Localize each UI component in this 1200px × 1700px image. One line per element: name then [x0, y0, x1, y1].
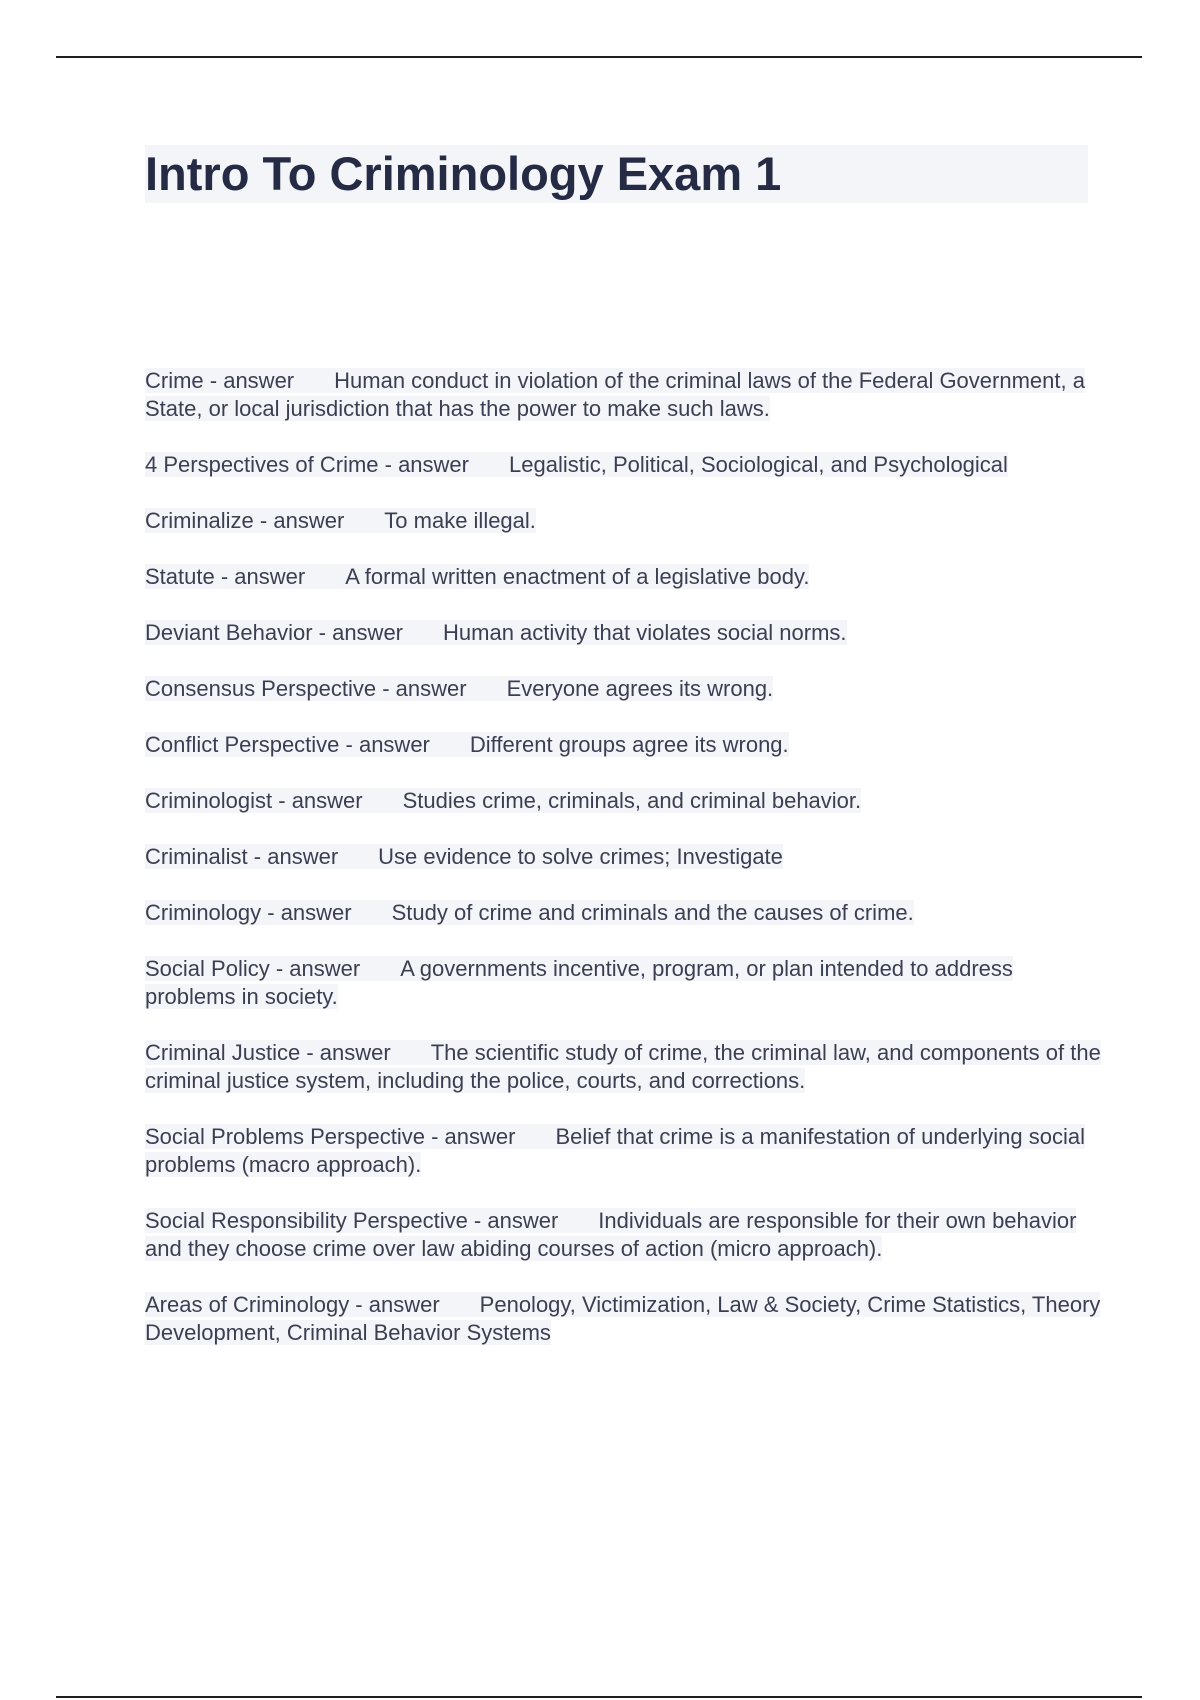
definition: The scientific study of crime, the criminal law, and components of the criminal justice system, including the police, courts, and corrections. [145, 1040, 1101, 1093]
definition: To make illegal. [384, 508, 536, 533]
top-rule [56, 56, 1142, 58]
list-item [145, 899, 1105, 927]
term: Criminal Justice - answer [145, 1040, 391, 1065]
definition: Human conduct in violation of the criminal laws of the Federal Government, a State, or local jurisdiction that has the power to make such laws. [145, 368, 1085, 421]
list-item [145, 675, 1105, 703]
definition: Study of crime and criminals and the causes of crime. [391, 900, 914, 925]
list-item [145, 1039, 1105, 1095]
term: Criminalize - answer [145, 508, 345, 533]
term: Criminology - answer [145, 900, 352, 925]
list-item [145, 507, 1105, 535]
term: 4 Perspectives of Crime - answer [145, 452, 469, 477]
page-title: Intro To Criminology Exam 1 [145, 147, 782, 200]
term: Social Policy - answer [145, 956, 361, 981]
term: Consensus Perspective - answer [145, 676, 467, 701]
term: Conflict Perspective - answer [145, 732, 430, 757]
list-item [145, 843, 1105, 871]
list-item [145, 451, 1105, 479]
definition: Everyone agrees its wrong. [506, 676, 774, 701]
list-item [145, 1123, 1105, 1179]
list-item [145, 731, 1105, 759]
list-item [145, 367, 1105, 423]
term: Areas of Criminology - answer [145, 1292, 440, 1317]
definition: Legalistic, Political, Sociological, and Psychological [509, 452, 1008, 477]
term: Criminalist - answer [145, 844, 339, 869]
list-item [145, 563, 1105, 591]
term: Social Problems Perspective - answer [145, 1124, 516, 1149]
definition: A governments incentive, program, or plan intended to address problems in society. [145, 956, 1013, 1009]
term: Deviant Behavior - answer [145, 620, 404, 645]
definition: Different groups agree its wrong. [469, 732, 789, 757]
definition: Human activity that violates social norms. [443, 620, 847, 645]
list-item [145, 1207, 1105, 1263]
definition: Individuals are responsible for their own behavior and they choose crime over law abiding courses of action (micro approach). [145, 1208, 1077, 1261]
list-item [145, 787, 1105, 815]
definition: Belief that crime is a manifestation of underlying social problems (macro approach). [145, 1124, 1085, 1177]
definition: A formal written enactment of a legislative body. [345, 564, 810, 589]
definition: Use evidence to solve crimes; Investigate [378, 844, 783, 869]
term: Crime - answer [145, 368, 295, 393]
bottom-rule [56, 1696, 1142, 1698]
list-item [145, 1291, 1105, 1347]
term: Social Responsibility Perspective - answer [145, 1208, 559, 1233]
list-item [145, 619, 1105, 647]
term: Criminologist - answer [145, 788, 363, 813]
definition: Penology, Victimization, Law & Society, Crime Statistics, Theory Development, Criminal Behavior Systems [145, 1292, 1101, 1345]
definition: Studies crime, criminals, and criminal behavior. [402, 788, 862, 813]
term: Statute - answer [145, 564, 306, 589]
list-item [145, 955, 1105, 1011]
qa-list [145, 367, 1105, 1375]
